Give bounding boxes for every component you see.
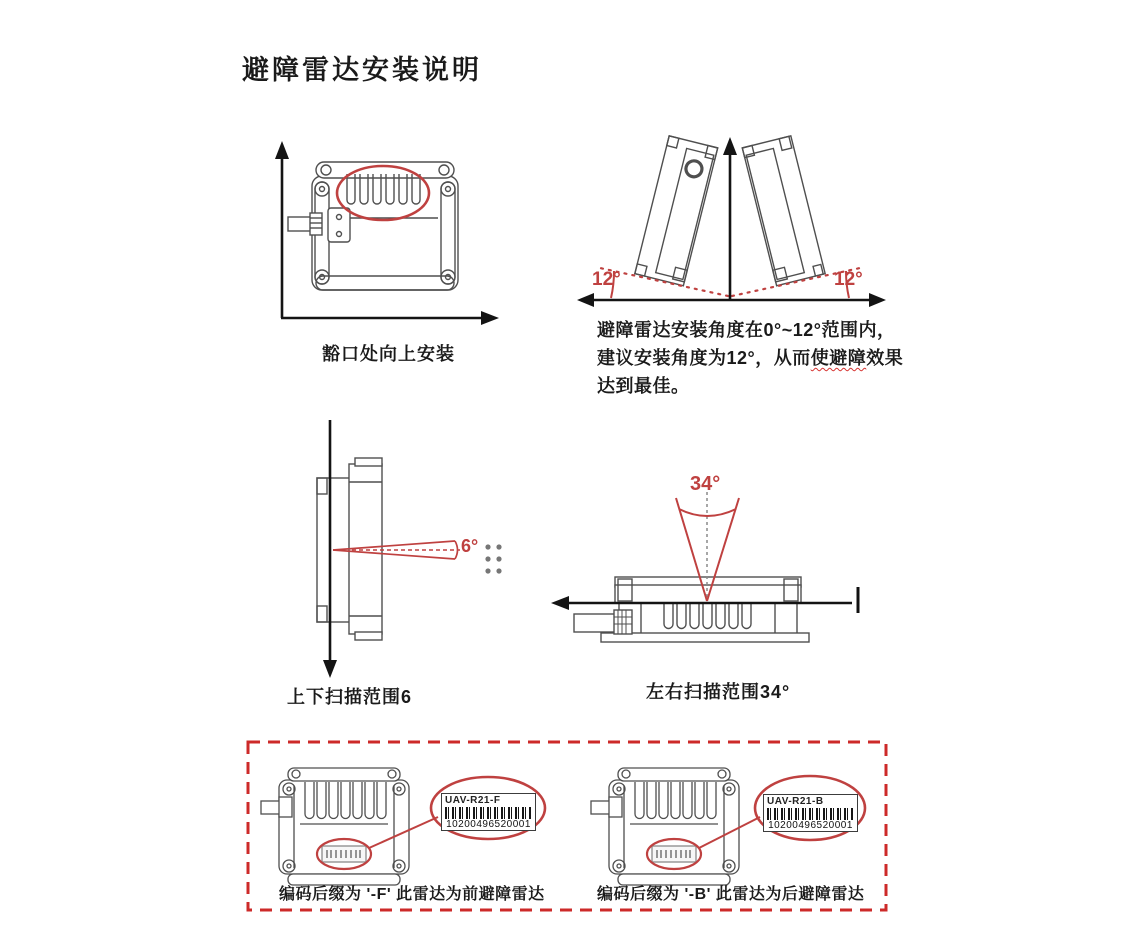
- front-radar-model-label: UAV-R21-F: [445, 795, 501, 806]
- tilt-angle-right-label: 12°: [834, 269, 863, 290]
- rear-radar-label: [763, 794, 858, 832]
- front-mount-diagram: [275, 141, 499, 325]
- horizontal-scan-caption: 左右扫描范围34°: [646, 682, 791, 702]
- front-mount-caption: 豁口处向上安装: [322, 344, 455, 364]
- rear-radar-caption: 编码后缀为 '-B' 此雷达为后避障雷达: [597, 886, 865, 903]
- drag-handle-dots: [485, 544, 501, 573]
- tilt-note: [597, 316, 903, 400]
- front-radar-caption: 编码后缀为 '-F' 此雷达为前避障雷达: [279, 886, 545, 903]
- rear-radar-serial: 10200496520001: [768, 820, 853, 831]
- tilt-axes: [587, 147, 876, 300]
- tilt-note-line2-post: 效果: [866, 348, 904, 368]
- radar-front-outline: [288, 162, 458, 290]
- radar-top-outline: [574, 577, 809, 642]
- front-radar-barcode: [445, 807, 532, 819]
- rear-radar-small-label: [652, 846, 696, 862]
- top-view-diagram: [551, 492, 858, 642]
- tilt-note-line3: 达到最佳。: [597, 376, 690, 396]
- front-radar-serial: 10200496520001: [446, 819, 531, 830]
- tilt-note-line2-pre: 建议安装角度为12°，从而: [597, 348, 811, 368]
- tilt-note-line2: [597, 344, 903, 372]
- vertical-scan-caption: 上下扫描范围6: [287, 687, 413, 707]
- front-radar-small-label: [322, 846, 366, 862]
- vertical-scan-angle-label: 6°: [461, 536, 479, 556]
- rear-radar-model-label: UAV-R21-B: [767, 796, 824, 807]
- tilt-angle-left-label: 12°: [592, 269, 621, 290]
- tilted-radar-left: [635, 136, 718, 286]
- rear-radar-barcode: [767, 808, 854, 820]
- front-radar-label: [441, 793, 536, 831]
- heatsink-fins: [664, 604, 751, 629]
- page-title: 避障雷达安装说明: [242, 55, 482, 85]
- tilt-note-line1: 避障雷达安装角度在0°~12°范围内，: [597, 320, 896, 340]
- tilted-radar-right: [742, 136, 825, 286]
- horizontal-scan-angle-label: 34°: [690, 473, 721, 495]
- tilt-note-line2-wavy: 使避障: [810, 348, 867, 368]
